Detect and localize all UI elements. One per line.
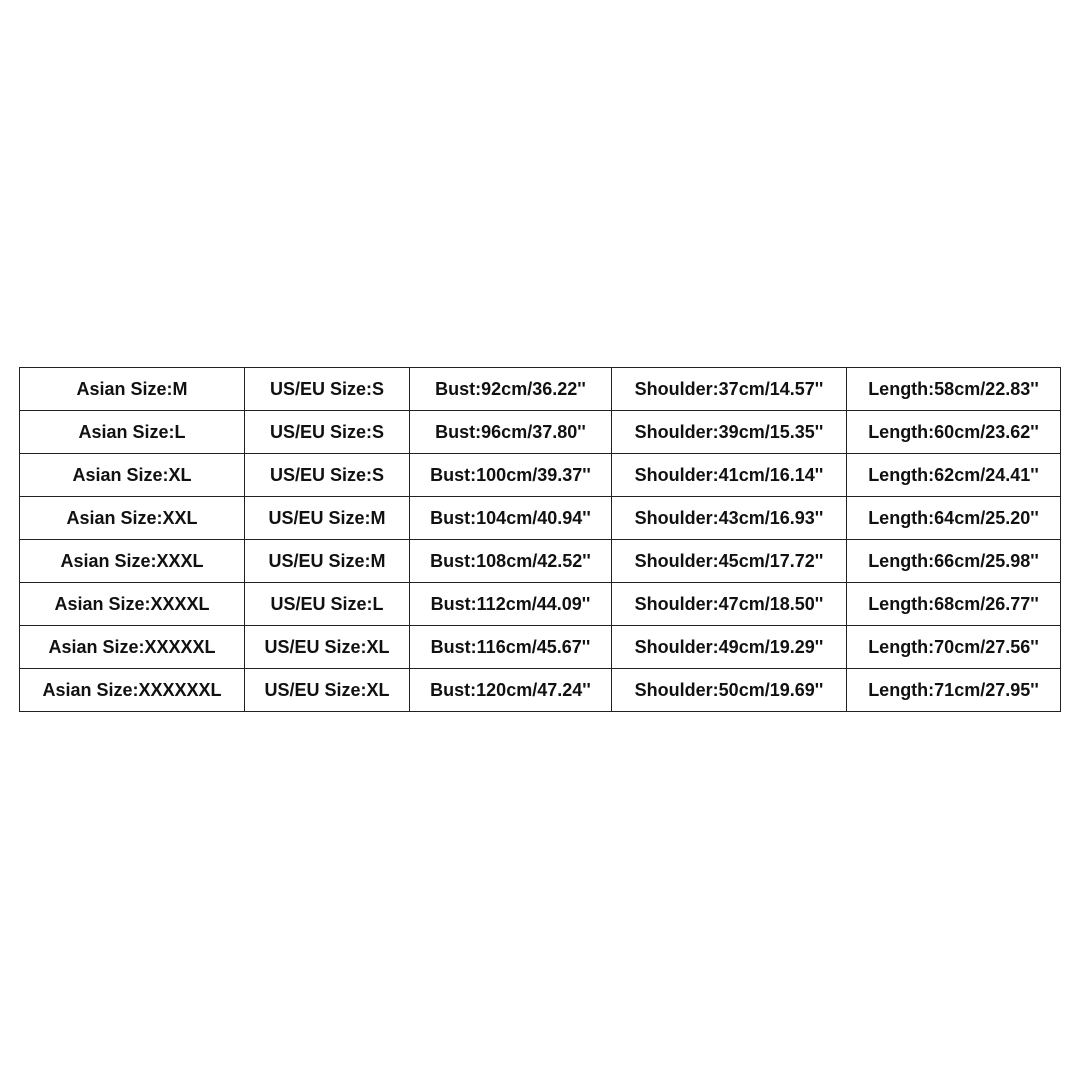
us-eu-size-cell: US/EU Size:XL	[245, 626, 410, 669]
shoulder-cell: Shoulder:43cm/16.93''	[612, 497, 847, 540]
bust-cell: Bust:120cm/47.24''	[410, 669, 612, 712]
length-cell: Length:68cm/26.77''	[847, 583, 1061, 626]
table-row	[20, 583, 1061, 626]
us-eu-size-cell: US/EU Size:L	[245, 583, 410, 626]
shoulder-cell: Shoulder:39cm/15.35''	[612, 411, 847, 454]
length-cell: Length:66cm/25.98''	[847, 540, 1061, 583]
length-cell: Length:71cm/27.95''	[847, 669, 1061, 712]
asian-size-cell: Asian Size:L	[20, 411, 245, 454]
asian-size-cell: Asian Size:XXXL	[20, 540, 245, 583]
table-row	[20, 626, 1061, 669]
bust-cell: Bust:92cm/36.22''	[410, 368, 612, 411]
asian-size-cell: Asian Size:XXXXL	[20, 583, 245, 626]
table-row	[20, 368, 1061, 411]
bust-cell: Bust:96cm/37.80''	[410, 411, 612, 454]
length-cell: Length:62cm/24.41''	[847, 454, 1061, 497]
us-eu-size-cell: US/EU Size:M	[245, 540, 410, 583]
table-row	[20, 540, 1061, 583]
bust-cell: Bust:116cm/45.67''	[410, 626, 612, 669]
length-cell: Length:64cm/25.20''	[847, 497, 1061, 540]
shoulder-cell: Shoulder:37cm/14.57''	[612, 368, 847, 411]
bust-cell: Bust:112cm/44.09''	[410, 583, 612, 626]
table-row	[20, 411, 1061, 454]
asian-size-cell: Asian Size:XXXXXL	[20, 626, 245, 669]
asian-size-cell: Asian Size:M	[20, 368, 245, 411]
asian-size-cell: Asian Size:XXXXXXL	[20, 669, 245, 712]
table-row	[20, 669, 1061, 712]
shoulder-cell: Shoulder:41cm/16.14''	[612, 454, 847, 497]
table-row	[20, 497, 1061, 540]
length-cell: Length:70cm/27.56''	[847, 626, 1061, 669]
size-chart-table	[19, 367, 1061, 712]
shoulder-cell: Shoulder:50cm/19.69''	[612, 669, 847, 712]
asian-size-cell: Asian Size:XL	[20, 454, 245, 497]
length-cell: Length:60cm/23.62''	[847, 411, 1061, 454]
us-eu-size-cell: US/EU Size:S	[245, 411, 410, 454]
us-eu-size-cell: US/EU Size:M	[245, 497, 410, 540]
us-eu-size-cell: US/EU Size:S	[245, 368, 410, 411]
shoulder-cell: Shoulder:47cm/18.50''	[612, 583, 847, 626]
bust-cell: Bust:108cm/42.52''	[410, 540, 612, 583]
shoulder-cell: Shoulder:49cm/19.29''	[612, 626, 847, 669]
shoulder-cell: Shoulder:45cm/17.72''	[612, 540, 847, 583]
bust-cell: Bust:104cm/40.94''	[410, 497, 612, 540]
bust-cell: Bust:100cm/39.37''	[410, 454, 612, 497]
us-eu-size-cell: US/EU Size:XL	[245, 669, 410, 712]
length-cell: Length:58cm/22.83''	[847, 368, 1061, 411]
asian-size-cell: Asian Size:XXL	[20, 497, 245, 540]
table-row	[20, 454, 1061, 497]
us-eu-size-cell: US/EU Size:S	[245, 454, 410, 497]
